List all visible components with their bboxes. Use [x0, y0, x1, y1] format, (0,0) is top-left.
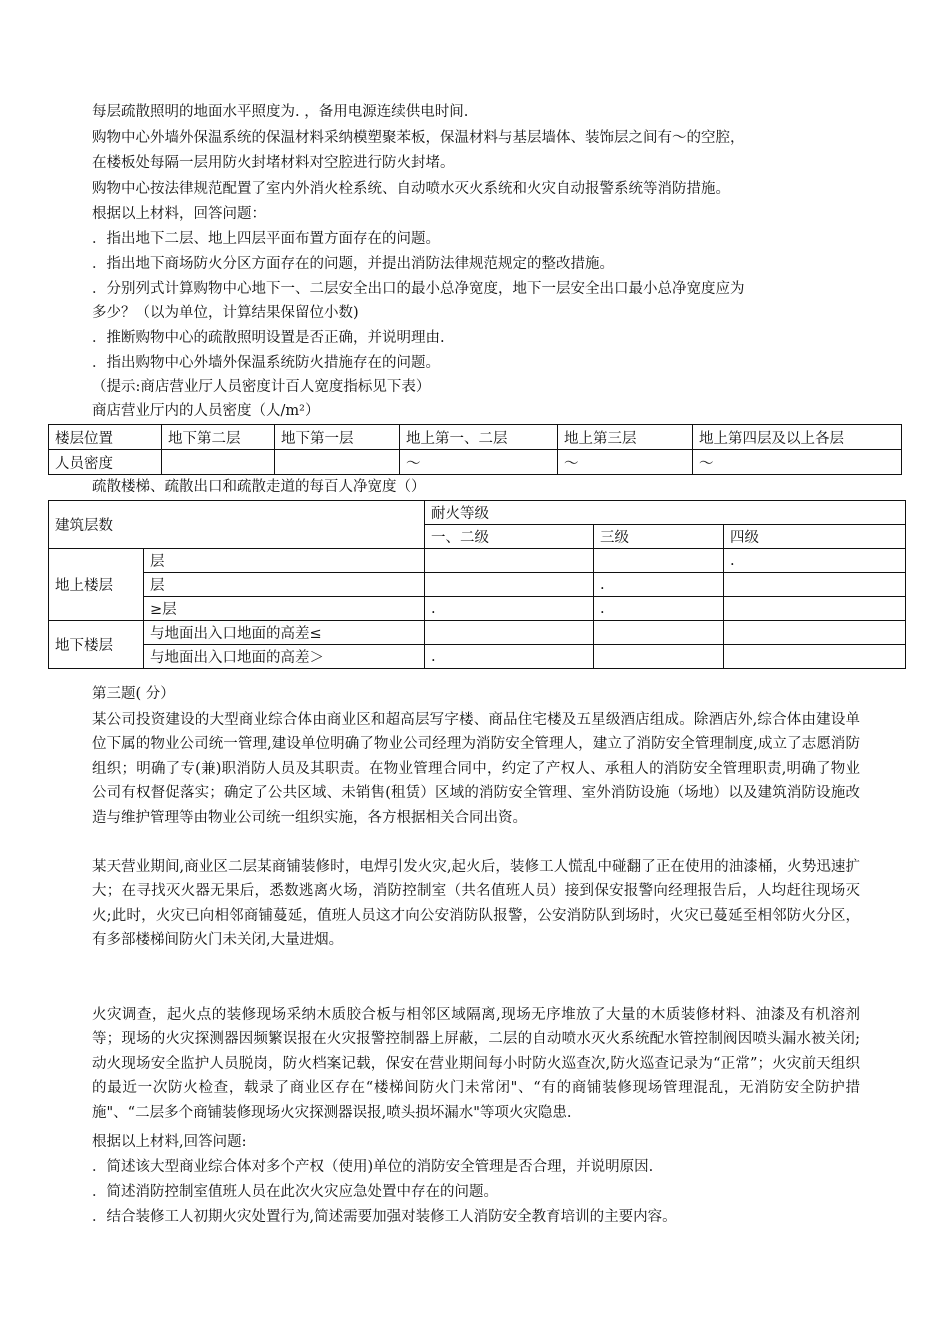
table-group-label: 地下楼层: [49, 621, 144, 669]
table-header-cell: 楼层位置: [49, 425, 162, 450]
question-item: ．推断购物中心的疏散照明设置是否正确，并说明理由.: [92, 330, 445, 346]
question-item: ．指出购物中心外墙外保温系统防火措施存在的问题。: [92, 355, 440, 371]
table-group-label: 地上楼层: [49, 549, 144, 621]
table-header-cell: 耐火等级: [425, 501, 906, 525]
table-row: [49, 450, 902, 475]
table-cell: 与地面出入口地面的高差＞: [144, 645, 425, 669]
text-line: 每层疏散照明的地面水平照度为. ，备用电源连续供电时间.: [92, 104, 469, 120]
table-cell: [425, 573, 594, 597]
table-row: [49, 501, 906, 525]
table-header-cell: 地上第三层: [558, 425, 693, 450]
density-table: [48, 424, 902, 475]
question-item: ．简述该大型商业综合体对多个产权（使用)单位的消防安全管理是否合理，并说明原因.: [92, 1159, 654, 1175]
text-line: 根据以上材料,回答问题:: [92, 1134, 247, 1150]
table-cell: [724, 621, 906, 645]
table-header-cell: 地上第一、二层: [400, 425, 558, 450]
table-cell: 与地面出入口地面的高差≤: [144, 621, 425, 645]
question-item: ．指出地下二层、地上四层平面布置方面存在的问题。: [92, 231, 440, 247]
table1-caption: 商店营业厅内的人员密度（人/m²）: [92, 403, 320, 419]
table-cell: .: [594, 597, 724, 621]
table-cell: ～: [400, 450, 558, 475]
table-header-cell: 地上第四层及以上各层: [693, 425, 902, 450]
table-header-cell: 地下第二层: [162, 425, 275, 450]
table-header-cell: 地下第一层: [275, 425, 400, 450]
table-cell: .: [594, 573, 724, 597]
table-row: [49, 597, 906, 621]
text-line: 购物中心外墙外保温系统的保温材料采纳模塑聚苯板，保温材料与基层墙体、装饰层之间有～的空腔，: [92, 130, 745, 146]
question-item: 多少？（以为单位，计算结果保留位小数): [92, 305, 359, 321]
table-cell: [275, 450, 400, 475]
table-cell: [724, 645, 906, 669]
table-cell: [594, 549, 724, 573]
table-row: [49, 621, 906, 645]
table-cell: [724, 573, 906, 597]
question-item: ．结合装修工人初期火灾处置行为,简述需要加强对装修工人消防安全教育培训的主要内容。: [92, 1209, 677, 1225]
table-cell: [724, 597, 906, 621]
table-row: [49, 549, 906, 573]
table-cell: ≥层: [144, 597, 425, 621]
question-item: ．指出地下商场防火分区方面存在的问题，并提出消防法律规范规定的整改措施。: [92, 256, 614, 272]
paragraph: 某公司投资建设的大型商业综合体由商业区和超高层写字楼、商品住宅楼及五星级酒店组成。除酒店外,综合体由建设单位下属的物业公司统一管理,建设单位明确了物业公司经理为消防安全管理人，建立了消防安全管理制度,成立了志愿消防组织；明确了专(兼)职消防人员及其职责。在物业管理合同中，约定了产权人、承租人的消防安全管理职责,明确了物业公司有权督促落实；确定了公共区域、未销售(租赁）区域的消防安全管理、室外消防设施（场地）以及建筑消防设施改造与维护管理等由物业公司统一组织实施，各方根据相关合同出资。: [92, 712, 860, 826]
width-table: [48, 500, 906, 669]
table-cell: .: [425, 645, 594, 669]
text-line: 购物中心按法律规范配置了室内外消火栓系统、自动喷水灭火系统和火灾自动报警系统等消防措施。: [92, 181, 730, 197]
table-cell: ～: [558, 450, 693, 475]
question-item: ．简述消防控制室值班人员在此次火灾应急处置中存在的问题。: [92, 1184, 498, 1200]
hint-line: （提示:商店营业厅人员密度计百人宽度指标见下表）: [92, 379, 431, 395]
table-cell: ～: [693, 450, 902, 475]
table-cell: 层: [144, 573, 425, 597]
paragraph: 某天营业期间,商业区二层某商铺装修时，电焊引发火灾,起火后，装修工人慌乱中碰翻了正在使用的油漆桶，火势迅速扩大；在寻找灭火器无果后，悉数逃离火场，消防控制室（共名值班人员）接到保安报警向经理报告后，人均赶往现场灭火;此时，火灾已向相邻商铺蔓延，值班人员这才向公安消防队报警，公安消防队到场时，火灾已蔓延至相邻防火分区，有多部楼梯间防火门未关闭,大量进烟。: [92, 859, 860, 949]
table-row: [49, 645, 906, 669]
paragraph: 火灾调查，起火点的装修现场采纳木质胶合板与相邻区域隔离,现场无序堆放了大量的木质装修材料、油漆及有机溶剂等；现场的火灾探测器因频繁误报在火灾报警控制器上屏蔽，二层的自动喷水灭火系统配水管控制阀因喷头漏水被关闭;动火现场安全监护人员脱岗，防火档案记载，保安在营业期间每小时防火巡查次,防火巡查记录为“正常”；火灾前天组织的最近一次防火检查，载录了商业区存在“楼梯间防火门未常闭"、“有的商铺装修现场管理混乱，无消防安全防护措施"、“二层多个商铺装修现场火灾探测器误报,喷头损坏漏水"等项火灾隐患.: [92, 1007, 860, 1121]
table-cell: [594, 645, 724, 669]
table-row: [49, 425, 902, 450]
table-cell: [594, 621, 724, 645]
table-header-cell: 建筑层数: [49, 501, 425, 549]
table-cell: [425, 621, 594, 645]
table2-caption: 疏散楼梯、疏散出口和疏散走道的每百人净宽度（）: [92, 479, 426, 495]
table-cell: [162, 450, 275, 475]
table-cell: 人员密度: [49, 450, 162, 475]
table-cell: .: [724, 549, 906, 573]
table-cell: [425, 549, 594, 573]
text-line: 根据以上材料，回答问题：: [92, 206, 266, 222]
table-header-cell: 一、二级: [425, 525, 594, 549]
table-header-cell: 四级: [724, 525, 906, 549]
table-header-cell: 三级: [594, 525, 724, 549]
section-title: 第三题( 分）: [92, 686, 175, 702]
table-row: [49, 573, 906, 597]
question-item: ．分别列式计算购物中心地下一、二层安全出口的最小总净宽度，地下一层安全出口最小总净宽度应为: [92, 281, 745, 297]
text-line: 在楼板处每隔一层用防火封堵材料对空腔进行防火封堵。: [92, 155, 455, 171]
table-cell: 层: [144, 549, 425, 573]
table-cell: .: [425, 597, 594, 621]
